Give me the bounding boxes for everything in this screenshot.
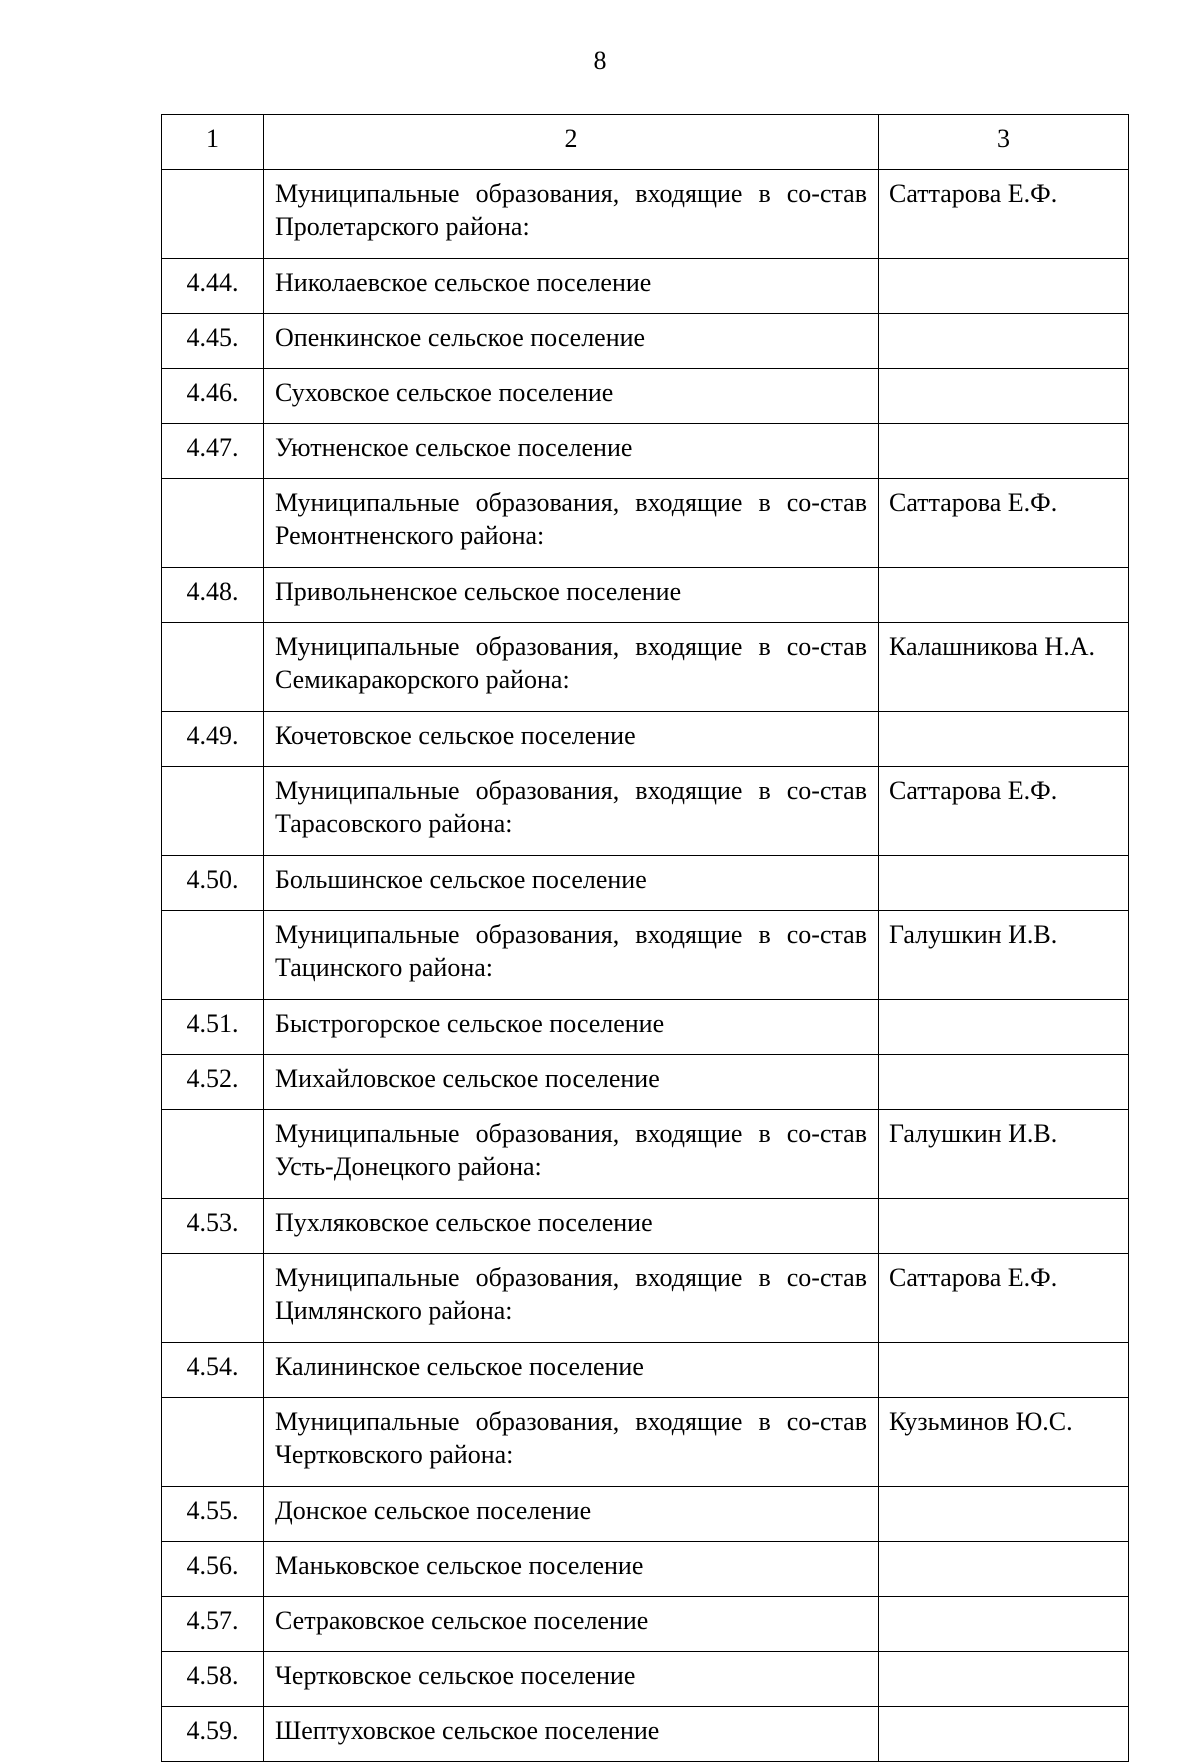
table-row [162,1487,1129,1542]
row-number-cell: 4.55. [162,1487,264,1542]
row-number-cell [162,1398,264,1487]
row-number-cell: 4.52. [162,1055,264,1110]
table-row [162,1707,1129,1762]
municipality-name-cell: Суховское сельское поселение [264,369,879,424]
responsible-person-cell [879,1652,1129,1707]
table-row-district-group [162,1254,1129,1343]
row-number-cell [162,479,264,568]
municipality-name-cell: Пухляковское сельское поселение [264,1199,879,1254]
table-row-district-group [162,1110,1129,1199]
responsible-person-cell [879,1055,1129,1110]
responsible-person-cell [879,1707,1129,1762]
responsible-person-cell [879,1487,1129,1542]
table-header-row [162,115,1129,170]
municipality-name-cell: Привольненское сельское поселение [264,568,879,623]
table-row [162,712,1129,767]
row-number-cell [162,1254,264,1343]
table-row [162,1055,1129,1110]
column-header-3: 3 [879,115,1129,170]
row-number-cell: 4.57. [162,1597,264,1652]
responsible-person-cell: Галушкин И.В. [879,911,1129,1000]
responsible-person-cell: Саттарова Е.Ф. [879,1254,1129,1343]
page-number: 8 [593,46,607,75]
table-row [162,369,1129,424]
table-row-district-group [162,1398,1129,1487]
table-row [162,259,1129,314]
municipality-name-cell: Большинское сельское поселение [264,856,879,911]
municipality-name-cell: Муниципальные образования, входящие в со-став Усть-Донецкого района: [264,1110,879,1199]
row-number-cell: 4.46. [162,369,264,424]
row-number-cell: 4.51. [162,1000,264,1055]
municipality-name-cell: Маньковское сельское поселение [264,1542,879,1597]
responsible-person-cell: Саттарова Е.Ф. [879,479,1129,568]
responsible-person-cell [879,259,1129,314]
municipality-name-cell: Уютненское сельское поселение [264,424,879,479]
row-number-cell: 4.50. [162,856,264,911]
row-number-cell: 4.49. [162,712,264,767]
table-row [162,424,1129,479]
municipality-name-cell: Муниципальные образования, входящие в со-став Тацинского района: [264,911,879,1000]
table-row [162,856,1129,911]
responsible-person-cell: Саттарова Е.Ф. [879,170,1129,259]
municipality-name-cell: Сетраковское сельское поселение [264,1597,879,1652]
table-row-district-group [162,479,1129,568]
row-number-cell: 4.48. [162,568,264,623]
municipality-name-cell: Муниципальные образования, входящие в со-став Семикаракорского района: [264,623,879,712]
row-number-cell [162,623,264,712]
municipality-name-cell: Муниципальные образования, входящие в со-став Чертковского района: [264,1398,879,1487]
municipality-name-cell: Муниципальные образования, входящие в со-став Цимлянского района: [264,1254,879,1343]
table-row [162,1542,1129,1597]
column-header-1: 1 [162,115,264,170]
table-row [162,1597,1129,1652]
row-number-cell: 4.44. [162,259,264,314]
responsible-person-cell: Калашникова Н.А. [879,623,1129,712]
municipality-name-cell: Шептуховское сельское поселение [264,1707,879,1762]
responsible-person-cell [879,369,1129,424]
row-number-cell: 4.45. [162,314,264,369]
row-number-cell: 4.58. [162,1652,264,1707]
table-row-district-group [162,170,1129,259]
document-table [161,114,1129,1762]
row-number-cell [162,911,264,1000]
row-number-cell: 4.53. [162,1199,264,1254]
responsible-person-cell [879,1542,1129,1597]
row-number-cell [162,767,264,856]
table-row-district-group [162,623,1129,712]
table-row-district-group [162,911,1129,1000]
responsible-person-cell [879,314,1129,369]
table-row [162,1199,1129,1254]
municipality-name-cell: Кочетовское сельское поселение [264,712,879,767]
responsible-person-cell [879,424,1129,479]
municipality-name-cell: Муниципальные образования, входящие в со-став Ремонтненского района: [264,479,879,568]
row-number-cell: 4.59. [162,1707,264,1762]
row-number-cell: 4.54. [162,1343,264,1398]
responsible-person-cell [879,568,1129,623]
row-number-cell: 4.56. [162,1542,264,1597]
responsible-person-cell [879,1597,1129,1652]
municipality-name-cell: Чертковское сельское поселение [264,1652,879,1707]
row-number-cell: 4.47. [162,424,264,479]
municipality-name-cell: Николаевское сельское поселение [264,259,879,314]
responsible-person-cell [879,1000,1129,1055]
municipality-name-cell: Опенкинское сельское поселение [264,314,879,369]
row-number-cell [162,170,264,259]
table-row [162,1343,1129,1398]
municipality-name-cell: Муниципальные образования, входящие в со-став Тарасовского района: [264,767,879,856]
municipality-name-cell: Донское сельское поселение [264,1487,879,1542]
table-body [162,115,1129,1762]
responsible-person-cell: Галушкин И.В. [879,1110,1129,1199]
row-number-cell [162,1110,264,1199]
table-row [162,1652,1129,1707]
municipality-name-cell: Калининское сельское поселение [264,1343,879,1398]
table-row [162,568,1129,623]
table-row-district-group [162,767,1129,856]
responsible-person-cell: Саттарова Е.Ф. [879,767,1129,856]
table-row [162,1000,1129,1055]
responsible-person-cell [879,856,1129,911]
responsible-person-cell [879,1199,1129,1254]
responsible-person-cell [879,1343,1129,1398]
municipality-name-cell: Михайловское сельское поселение [264,1055,879,1110]
municipality-name-cell: Муниципальные образования, входящие в со-став Пролетарского района: [264,170,879,259]
responsible-person-cell [879,712,1129,767]
column-header-2: 2 [264,115,879,170]
responsible-person-cell: Кузьминов Ю.С. [879,1398,1129,1487]
municipality-name-cell: Быстрогорское сельское поселение [264,1000,879,1055]
table-row [162,314,1129,369]
